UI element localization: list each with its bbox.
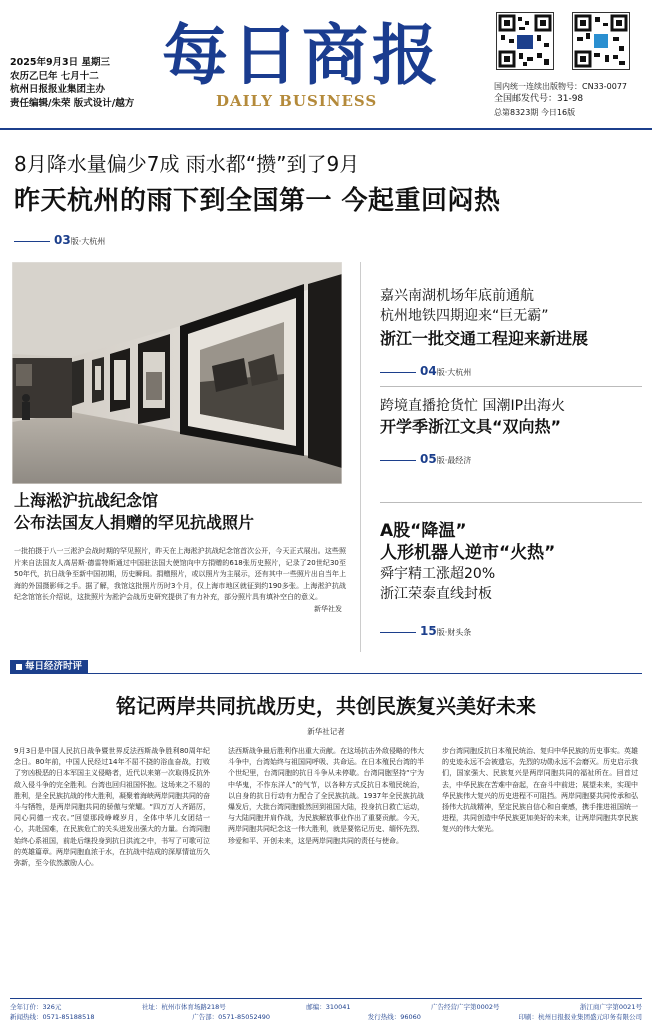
page-number: 15 bbox=[420, 624, 437, 638]
photo-story-headline[interactable] bbox=[14, 490, 254, 534]
story-divider bbox=[380, 386, 642, 387]
footer-item: 广告经营广字第0002号 bbox=[430, 1003, 500, 1011]
page-number: 03 bbox=[54, 233, 71, 247]
publisher-line: 杭州日报报业集团主办 bbox=[10, 84, 106, 95]
qr-code-icon bbox=[572, 12, 630, 70]
date-line: 2025年9月3日 星期三 bbox=[10, 57, 110, 68]
logo-en-text: DAILY BUSINESS bbox=[216, 92, 378, 110]
square-icon bbox=[16, 664, 22, 670]
editorial-column-3: 步台湾同胞反抗日本殖民统治、复归中华民族的历史事实。英雄的史迹永远不会被遗忘，先烈的功勋永远不会磨灭。历史启示我们，国家强大、民族复兴是两岸同胞共同的福祉所在。回首过去，中华民族在苦难中奋起，在奋斗中前进；展望未来，实现中华民族伟大复兴的历史进程不可阻挡。两岸同胞要共同传承和弘扬伟大抗战精神，坚定民族自信心和自豪感，携手推进祖国统一进程，共同创造中华民族更加美好的未来，让两岸同胞共享民族复兴的伟大荣光。 bbox=[442, 747, 638, 834]
story-page-ref[interactable] bbox=[380, 364, 642, 378]
editorial-rule bbox=[10, 673, 642, 674]
exhibition-photo bbox=[12, 262, 342, 484]
page-section: 版·财头条 bbox=[436, 628, 472, 637]
postal-code: 全国邮发代号：31-98 bbox=[494, 94, 584, 104]
footer-item: 全年订价：326元 bbox=[10, 1003, 62, 1011]
footer-item: 广告部：0571-85052490 bbox=[192, 1013, 271, 1021]
story-subhead: 浙江荣泰直线封板 bbox=[380, 586, 492, 602]
footer-rule bbox=[10, 998, 642, 999]
qr-code-icon bbox=[496, 12, 554, 70]
photo-headline-line-1: 上海淞沪抗战纪念馆 bbox=[14, 491, 159, 510]
right-story-3[interactable] bbox=[380, 520, 642, 638]
story-subhead: 嘉兴南湖机场年底前通航 bbox=[380, 288, 534, 304]
story-divider bbox=[380, 502, 642, 503]
page-number: 04 bbox=[420, 364, 437, 378]
editorial-column-1: 9月3日是中国人民抗日战争暨世界反法西斯战争胜利80周年纪念日。80年前，中国人民经过14年不屈不挠的浴血奋战，打败了穷凶极恶的日本军国主义侵略者，近代以来第一次取得反抗外敌入侵斗争的完全胜利。台湾也回归祖国怀抱。这场来之不易的胜利，是全民族抗战的伟大胜利，凝聚着海峡两岸同胞共同的奋斗与牺牲，是两岸同胞共同的骄傲与荣耀。“四万万人齐蹈厉，同心同德一戎衣。”回望那段峥嵘岁月，全体中华儿女团结一心，共赴国难，在民族危亡的关头迸发出强大的力量。台湾同胞始终心系祖国，前赴后继投身到抗日洪流之中，书写了可歌可泣的英雄篇章。两岸同胞血浓于水，在抗战中结成的深厚情谊历久弥新，至今依然激励人心。 bbox=[14, 747, 210, 868]
right-story-1[interactable] bbox=[380, 286, 642, 378]
editorial-column-2: 法西斯战争最后胜利作出重大贡献。在这场抗击外敌侵略的伟大斗争中，台湾始终与祖国同呼吸、共命运。在日本殖民台湾的半个世纪里，台湾同胞的抗日斗争从未停歇。台湾同胞坚持“宁为中华鬼，不作东洋人”的气节，以各种方式反抗日本殖民统治，以自身的抗日行动有力配合了全民族抗战。1937年全民族抗战爆发后，大批台湾同胞毅然回到祖国大陆，投身抗日救亡运动，与大陆同胞并肩作战，为民族解放事业作出了重要贡献。今天，两岸同胞共同纪念这一伟大胜利，就是要铭记历史、缅怀先烈、珍爱和平、开创未来，这是两岸同胞共同的责任与使命。 bbox=[228, 747, 424, 845]
top-story-subhead: 8月降水量偏少7成 雨水都“攒”到了9月 bbox=[14, 152, 360, 176]
editorial-title[interactable]: 铭记两岸共同抗战历史，共创民族复兴美好未来 bbox=[116, 694, 536, 718]
footer-line-2 bbox=[10, 1012, 642, 1021]
date-block bbox=[10, 56, 134, 110]
photo-story-body bbox=[14, 546, 346, 615]
story-subhead: 跨境直播抢货忙 国潮IP出海火 bbox=[380, 398, 566, 414]
editors-line: 责任编辑/朱荣 版式设计/越方 bbox=[10, 97, 135, 109]
footer-item: 邮编：310041 bbox=[306, 1003, 351, 1011]
issue-line: 总第8323期 今日16版 bbox=[494, 108, 576, 117]
story-headline: A股“降温” bbox=[380, 521, 467, 541]
story-subhead: 舜宇精工涨超20% bbox=[380, 566, 496, 582]
newspaper-logo bbox=[158, 0, 488, 120]
cn-number: 国内统一连续出版物号：CN33-0077 bbox=[494, 82, 627, 91]
page-section: 版·最经济 bbox=[436, 456, 472, 465]
photo-headline-line-2: 公布法国友人捐赠的罕见抗战照片 bbox=[14, 513, 255, 532]
story-page-ref[interactable] bbox=[380, 624, 642, 638]
photo-story-text: 一批拍摄于八一三淞沪会战时期的罕见照片，昨天在上海淞沪抗战纪念馆首次公开，今天正式展出。这些照片来自法国友人高居斯·德雷特斯通过中国驻法国大使馆向中方捐赠的618张历史照片，记录了20世纪30至50年代，抗日战争至新中国初期，历史瞬间。捐赠照片，或以照片为主展示，还有其中一些照片出自当年上海的外国摄影师之手。据了解，我馆这批照片历时3个月，仅上海市地区就征到约190多张。上海淞沪抗战纪念馆馆长介绍说，这批照片为淞沪会战历史研究提供了有力补充，部分照片具有填补空白的意义。 bbox=[14, 547, 346, 601]
footer-line-1 bbox=[10, 1002, 642, 1011]
logo-text: 每日商报 bbox=[162, 16, 442, 94]
footer-item: 社址：杭州市体育场路218号 bbox=[141, 1003, 226, 1011]
top-story-headline[interactable]: 昨天杭州的雨下到全国第一 今起重回闷热 bbox=[14, 186, 501, 216]
photo-credit: 新华社发 bbox=[314, 604, 342, 613]
editorial-author: 新华社记者 bbox=[307, 727, 345, 736]
story-headline: 开学季浙江文具“双向热” bbox=[380, 417, 562, 436]
page-number: 05 bbox=[420, 452, 437, 466]
publication-info bbox=[494, 80, 652, 119]
footer-item: 新闻热线：0571-85188518 bbox=[10, 1013, 95, 1021]
right-story-2[interactable] bbox=[380, 396, 642, 466]
top-story-page-ref[interactable] bbox=[14, 233, 105, 247]
footer-item: 浙江商广字第0021号 bbox=[579, 1003, 642, 1011]
story-headline: 人形机器人逆市“火热” bbox=[380, 543, 556, 563]
editorial-tag bbox=[10, 660, 88, 673]
story-subhead: 杭州地铁四期迎来“巨无霸” bbox=[380, 308, 549, 324]
masthead-divider bbox=[0, 128, 652, 130]
column-divider bbox=[360, 262, 361, 652]
lunar-line: 农历乙巳年 七月十二 bbox=[10, 70, 99, 82]
masthead bbox=[0, 0, 652, 128]
page-section: 版·大杭州 bbox=[70, 237, 106, 246]
editorial-tag-label: 每日经济时评 bbox=[25, 661, 83, 672]
footer-item: 发行热线：96060 bbox=[367, 1013, 421, 1021]
page-section: 版·大杭州 bbox=[436, 368, 472, 377]
story-headline: 浙江一批交通工程迎来新进展 bbox=[380, 329, 589, 348]
footer-item: 印刷：杭州日报报业集团盛元印务有限公司 bbox=[518, 1013, 642, 1021]
story-page-ref[interactable] bbox=[380, 452, 642, 466]
